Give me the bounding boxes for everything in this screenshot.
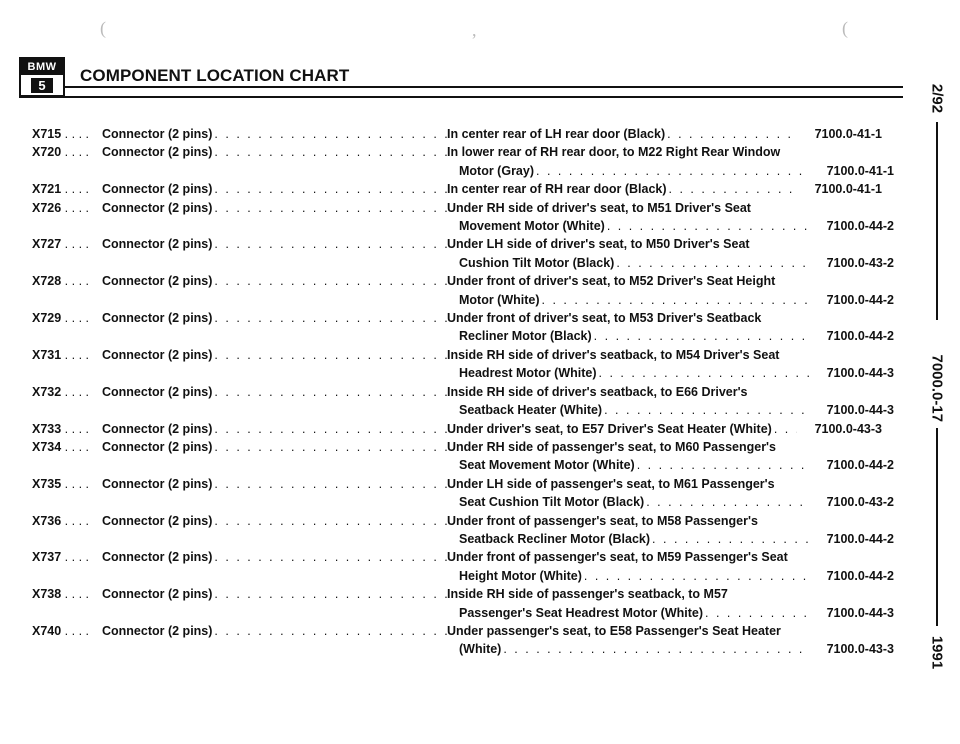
- connector-id-text: X737: [32, 550, 62, 565]
- connector-description: [102, 180, 447, 198]
- component-location-text: Under LH side of driver's seat, to M50 Driver's Seat: [447, 237, 750, 252]
- connector-id: X735 . . . .: [32, 476, 89, 491]
- table-row: [32, 548, 882, 566]
- sidebar-page-ref: 7000.0-17: [928, 354, 946, 423]
- component-location-text: Under front of driver's seat, to M53 Driver's Seatback: [447, 311, 762, 326]
- page-reference: 7100.0-44-2: [826, 329, 894, 344]
- component-location: [447, 456, 809, 474]
- table-row-continuation: [32, 162, 894, 180]
- connector-id-text: X733: [32, 421, 62, 436]
- connector-id: X727 . . . .: [32, 237, 89, 252]
- page-reference: [797, 235, 882, 253]
- connector-id-text: X734: [32, 439, 62, 454]
- component-location-text: Motor (White): [459, 292, 540, 307]
- connector-id-text: X738: [32, 587, 62, 602]
- table-row-continuation: [32, 567, 894, 585]
- component-location-text: Recliner Motor (Black): [459, 329, 592, 344]
- connector-id: X736 . . . .: [32, 513, 89, 528]
- component-location: [447, 530, 809, 548]
- page-reference: 7100.0-44-2: [826, 531, 894, 546]
- page-reference: [797, 272, 882, 290]
- bmw-5-series-logo: [19, 57, 65, 97]
- connector-id-text: X735: [32, 476, 62, 491]
- connector-description: [102, 235, 447, 253]
- connector-description: [102, 512, 447, 530]
- component-location-text: Under LH side of passenger's seat, to M61 Passenger's: [447, 476, 775, 491]
- table-row: [32, 346, 882, 364]
- connector-description-text: Connector (2 pins): [102, 513, 213, 528]
- component-location-text: Inside RH side of driver's seatback, to M54 Driver's Seat: [447, 347, 780, 362]
- component-location: [447, 235, 797, 253]
- page-reference: 7100.0-43-2: [826, 255, 894, 270]
- connector-description: [102, 327, 447, 345]
- sidebar-year: 1991: [928, 635, 946, 670]
- component-location-text: Seatback Recliner Motor (Black): [459, 531, 651, 546]
- page-reference: [797, 548, 882, 566]
- page-reference: 7100.0-43-3: [826, 642, 894, 657]
- component-location-text: In center rear of LH rear door (Black): [447, 127, 666, 141]
- connector-description: [102, 254, 447, 272]
- component-location: [447, 383, 797, 401]
- table-row: [32, 272, 882, 290]
- table-row: [32, 475, 882, 493]
- connector-id: [32, 162, 102, 180]
- connector-description: [102, 346, 447, 364]
- page-reference: 7100.0-44-3: [826, 605, 894, 620]
- page-reference: 7100.0-44-2: [826, 458, 894, 473]
- component-location-text: Height Motor (White): [459, 568, 582, 583]
- connector-description: [102, 309, 447, 327]
- component-location-text: Under front of driver's seat, to M52 Driver's Seat Height: [447, 274, 776, 289]
- page-reference: [797, 143, 882, 161]
- connector-id-text: X720: [32, 145, 62, 160]
- connector-id: [32, 604, 102, 622]
- component-location: [447, 346, 797, 364]
- table-row-continuation: [32, 291, 894, 309]
- component-location-text: Inside RH side of driver's seatback, to E66 Driver's: [447, 384, 748, 399]
- page-reference: [797, 475, 882, 493]
- connector-id: [32, 291, 102, 309]
- connector-description-text: Connector (2 pins): [102, 145, 213, 160]
- connector-description: [102, 420, 447, 438]
- connector-description-text: Connector (2 pins): [102, 439, 213, 454]
- component-location: [447, 143, 797, 161]
- page-reference: [797, 309, 882, 327]
- connector-id: [32, 456, 102, 474]
- table-row-continuation: [32, 640, 894, 658]
- component-location: [447, 180, 797, 198]
- page-sidebar: [927, 60, 947, 740]
- connector-description: [102, 125, 447, 143]
- component-location: [447, 309, 797, 327]
- table-row-continuation: [32, 493, 894, 511]
- connector-id-text: X728: [32, 274, 62, 289]
- connector-description: [102, 585, 447, 603]
- connector-id: [32, 530, 102, 548]
- table-row-continuation: [32, 530, 894, 548]
- scan-artifact: (: [100, 18, 106, 38]
- scan-artifact: (: [842, 18, 848, 38]
- component-location: [447, 272, 797, 290]
- connector-id-text: X727: [32, 237, 62, 252]
- component-location-text: Headrest Motor (White): [459, 366, 597, 381]
- connector-description-text: Connector (2 pins): [102, 127, 213, 141]
- page-reference: [797, 438, 882, 456]
- page-reference: 7100.0-44-3: [826, 366, 894, 381]
- connector-description: [102, 217, 447, 235]
- connector-description-text: Connector (2 pins): [102, 311, 213, 326]
- page-reference: [797, 622, 882, 640]
- connector-description: [102, 530, 447, 548]
- connector-description-text: Connector (2 pins): [102, 421, 213, 436]
- page-reference: 7100.0-44-2: [826, 219, 894, 234]
- connector-description: [102, 622, 447, 640]
- connector-description: [102, 567, 447, 585]
- connector-id: [32, 567, 102, 585]
- component-location-text: Under passenger's seat, to E58 Passenger's Seat Heater: [447, 623, 781, 638]
- page-title: COMPONENT LOCATION CHART: [80, 66, 350, 85]
- connector-description-text: Connector (2 pins): [102, 237, 213, 252]
- component-location-text: Under driver's seat, to E57 Driver's Seat Heater (White): [447, 421, 772, 436]
- connector-id: X720 . . . .: [32, 145, 89, 160]
- page-reference: 7100.0-44-2: [826, 292, 894, 307]
- connector-description: [102, 548, 447, 566]
- connector-id: [32, 401, 102, 419]
- component-location-text: Inside RH side of passenger's seatback, to M57: [447, 587, 728, 602]
- connector-id: [32, 327, 102, 345]
- connector-id: [32, 254, 102, 272]
- table-row: [32, 143, 882, 161]
- connector-description: [102, 162, 447, 180]
- page-reference: 7100.0-44-2: [826, 568, 894, 583]
- logo-series: 5: [31, 78, 53, 93]
- table-row: [32, 585, 882, 603]
- connector-id: X721 . . . .: [32, 182, 89, 197]
- component-location: [447, 548, 797, 566]
- connector-id-text: X715: [32, 127, 62, 141]
- table-row-continuation: [32, 327, 894, 345]
- connector-description: [102, 199, 447, 217]
- component-location-text: Motor (Gray): [459, 163, 534, 178]
- page-reference: 7100.0-41-1: [814, 182, 882, 197]
- table-row: [32, 438, 882, 456]
- header-divider: [19, 96, 903, 98]
- component-location: [447, 401, 809, 419]
- component-location-text: Seat Movement Motor (White): [459, 458, 635, 473]
- table-row-continuation: [32, 254, 894, 272]
- connector-description: [102, 640, 447, 658]
- table-row: [32, 180, 882, 198]
- component-table: [32, 125, 894, 659]
- connector-description: [102, 291, 447, 309]
- component-location: [447, 217, 809, 235]
- sidebar-rule: [936, 122, 938, 320]
- connector-id-text: X736: [32, 513, 62, 528]
- component-location: [447, 604, 809, 622]
- component-location: [447, 254, 809, 272]
- connector-id: X728 . . . .: [32, 274, 89, 289]
- page-reference: [797, 585, 882, 603]
- connector-id: X734 . . . .: [32, 439, 89, 454]
- connector-description-text: Connector (2 pins): [102, 347, 213, 362]
- page-reference: 7100.0-43-3: [814, 421, 882, 436]
- component-location: [447, 125, 797, 143]
- table-row-continuation: [32, 456, 894, 474]
- scan-artifact: ,: [472, 20, 477, 40]
- connector-id: X738 . . . .: [32, 587, 89, 602]
- component-location: [447, 493, 809, 511]
- connector-description: [102, 493, 447, 511]
- connector-id-text: X721: [32, 182, 62, 197]
- component-location: [447, 475, 797, 493]
- connector-description-text: Connector (2 pins): [102, 182, 213, 197]
- component-location-text: In center rear of RH rear door (Black): [447, 182, 667, 197]
- component-location: [447, 585, 797, 603]
- component-location-text: Under RH side of passenger's seat, to M60 Passenger's: [447, 439, 776, 454]
- component-location: [447, 291, 809, 309]
- component-location-text: In lower rear of RH rear door, to M22 Right Rear Window: [447, 145, 781, 160]
- connector-id: X715 . . . .: [32, 127, 89, 141]
- component-location-text: Passenger's Seat Headrest Motor (White): [459, 605, 704, 620]
- component-location-text: (White): [459, 642, 502, 657]
- component-location: [447, 420, 797, 438]
- component-location: [447, 364, 809, 382]
- component-location-text: Movement Motor (White): [459, 219, 605, 234]
- page-reference: [797, 199, 882, 217]
- component-location: [447, 438, 797, 456]
- table-row-continuation: [32, 401, 894, 419]
- connector-id: X737 . . . .: [32, 550, 89, 565]
- connector-id-text: X731: [32, 347, 62, 362]
- page-reference: 7100.0-41-1: [814, 127, 882, 141]
- connector-id-text: X726: [32, 200, 62, 215]
- component-location-text: Seat Cushion Tilt Motor (Black): [459, 495, 645, 510]
- table-row-continuation: [32, 217, 894, 235]
- connector-description: [102, 383, 447, 401]
- table-row: [32, 309, 882, 327]
- component-location: [447, 327, 809, 345]
- table-row-continuation: [32, 604, 894, 622]
- connector-id: X731 . . . .: [32, 347, 89, 362]
- connector-description: [102, 143, 447, 161]
- page-reference: [797, 346, 882, 364]
- connector-id-text: X740: [32, 623, 62, 638]
- connector-id: X740 . . . .: [32, 623, 89, 638]
- connector-id: X733 . . . .: [32, 421, 89, 436]
- title-divider: [65, 86, 903, 88]
- logo-brand: BMW: [21, 59, 63, 75]
- page-reference: 7100.0-44-3: [826, 403, 894, 418]
- connector-description: [102, 364, 447, 382]
- connector-description-text: Connector (2 pins): [102, 550, 213, 565]
- connector-description-text: Connector (2 pins): [102, 200, 213, 215]
- table-row: [32, 199, 882, 217]
- table-row: [32, 125, 882, 143]
- table-row-continuation: [32, 364, 894, 382]
- component-location: [447, 512, 797, 530]
- connector-description: [102, 604, 447, 622]
- page-reference: [797, 512, 882, 530]
- component-location-text: Under front of passenger's seat, to M58 Passenger's: [447, 513, 758, 528]
- component-location-text: Seatback Heater (White): [459, 403, 603, 418]
- component-location: [447, 162, 809, 180]
- component-location-text: Cushion Tilt Motor (Black): [459, 255, 615, 270]
- connector-description-text: Connector (2 pins): [102, 274, 213, 289]
- connector-id-text: X729: [32, 311, 62, 326]
- connector-id: X726 . . . .: [32, 200, 89, 215]
- sidebar-date: 2/92: [928, 83, 946, 114]
- component-location: [447, 640, 809, 658]
- connector-id: X729 . . . .: [32, 311, 89, 326]
- connector-id: X732 . . . .: [32, 384, 89, 399]
- component-location: [447, 622, 797, 640]
- connector-id: [32, 217, 102, 235]
- connector-description-text: Connector (2 pins): [102, 476, 213, 491]
- connector-id: [32, 640, 102, 658]
- table-row: [32, 512, 882, 530]
- connector-description-text: Connector (2 pins): [102, 384, 213, 399]
- component-location: [447, 199, 797, 217]
- component-location: [447, 567, 809, 585]
- page-reference: 7100.0-43-2: [826, 495, 894, 510]
- connector-id: [32, 493, 102, 511]
- connector-description-text: Connector (2 pins): [102, 623, 213, 638]
- connector-description: [102, 456, 447, 474]
- page-reference: [797, 383, 882, 401]
- connector-description: [102, 475, 447, 493]
- component-location-text: Under RH side of driver's seat, to M51 Driver's Seat: [447, 200, 751, 215]
- connector-description: [102, 438, 447, 456]
- table-row: [32, 420, 882, 438]
- page-reference: 7100.0-41-1: [826, 163, 894, 178]
- table-row: [32, 383, 882, 401]
- sidebar-rule: [936, 428, 938, 626]
- connector-id: [32, 364, 102, 382]
- connector-description-text: Connector (2 pins): [102, 587, 213, 602]
- component-location-text: Under front of passenger's seat, to M59 Passenger's Seat: [447, 550, 788, 565]
- connector-description: [102, 272, 447, 290]
- connector-id-text: X732: [32, 384, 62, 399]
- table-row: [32, 622, 882, 640]
- table-row: [32, 235, 882, 253]
- connector-description: [102, 401, 447, 419]
